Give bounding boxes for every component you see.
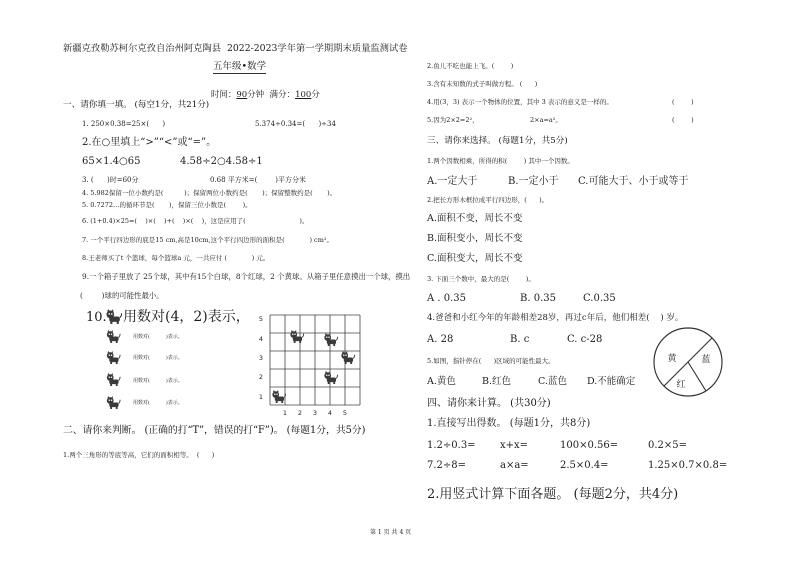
coordinate-grid bbox=[252, 308, 364, 420]
grid-row-label: 1 bbox=[258, 393, 264, 401]
choice-4-option-b: B. c bbox=[510, 334, 530, 345]
choice-1-option-a: A.一定大于 bbox=[427, 176, 478, 187]
judge-2: 2.鱼儿不吃也能上飞。( ) bbox=[427, 62, 514, 70]
choice-5-prompt: 5.如图，指针停在( )区域的可能性最大。 bbox=[427, 357, 555, 365]
grid-row-label: 4 bbox=[258, 335, 264, 343]
grid-col-label: 3 bbox=[312, 409, 318, 417]
calc1-item: 0.2×5= bbox=[648, 440, 688, 451]
choice-1-option-c: C.可能大于、小于或等于 bbox=[578, 176, 689, 187]
q4: 4. 5.982保留一位小数约是( )；保留两位小数约是( )；保留整数约是( )。 bbox=[82, 189, 337, 197]
grid-col-label: 1 bbox=[282, 409, 288, 417]
animal-icon bbox=[272, 390, 285, 403]
animal-icon bbox=[105, 330, 121, 343]
q3-part-b: 0.68 平方米=( )平方分米 bbox=[210, 176, 306, 184]
animal-icon bbox=[105, 373, 121, 386]
animal-icon bbox=[290, 330, 303, 343]
judge-3: 3.含有未知数的式子叫做方程。 ( ) bbox=[427, 80, 538, 88]
q2-prompt: 2.在○里填上“>”“<”或“=”。 bbox=[82, 137, 217, 148]
page-footer: 第 1 页 共 4 页 bbox=[370, 529, 412, 536]
grid-row-label: 3 bbox=[258, 354, 264, 362]
choice-2-prompt: 2.把长方形木框拉成平行四边形，( )。 bbox=[427, 196, 549, 204]
judge-4-answer-blank: ( ) bbox=[672, 98, 694, 106]
calc2-heading: 2.用竖式计算下面各题。 (每题2分，共4分) bbox=[427, 487, 679, 502]
grid-col-label: 2 bbox=[297, 409, 303, 417]
q2-item-a: 65×1.4○65 bbox=[82, 156, 141, 167]
time-value: 90 bbox=[236, 89, 248, 100]
choice-3-option-c: C.0.35 bbox=[583, 293, 616, 304]
animal-icon bbox=[105, 309, 122, 324]
time-score-line bbox=[200, 82, 320, 108]
q9-line2: ( )球的可能性最小。 bbox=[80, 291, 164, 300]
q7: 7. 一个平行四边形的底是15 cm,高是10cm,这个平行四边形的面积是( ) cm²。 bbox=[82, 236, 333, 244]
calc1-item: 1.2÷0.3= bbox=[427, 440, 476, 451]
q10-row-1: 用数对( )表示。 bbox=[133, 334, 183, 340]
animal-icon bbox=[324, 371, 337, 384]
q6: 6. (1+0.4)×25=( )×( )+( )×( )，这是应用了( )。 bbox=[82, 217, 309, 225]
choice-4-option-c: C. c-28 bbox=[567, 334, 603, 345]
spinner-divider bbox=[688, 362, 706, 391]
judge-4: 4.用(3，3) 表示一个物体的位置，其中 3 表示的意义是一样的。 bbox=[427, 98, 613, 106]
time-unit: 分钟 满分： bbox=[247, 89, 296, 100]
spinner-diagram bbox=[650, 324, 726, 400]
calc1-heading: 1.直接写出得数。 (每题1分，共8分) bbox=[427, 418, 591, 429]
time-label: 时间： bbox=[210, 89, 237, 100]
q9-line1: 9.一个箱子里放了 25个球，其中有15个白球，8个红球，2 个黄球。从箱子里任意摸出一个球，摸出 bbox=[82, 272, 411, 281]
choice-2-option-c: C.面积变大，周长不变 bbox=[427, 253, 523, 264]
choice-5-option-c: C.蓝色 bbox=[538, 376, 567, 387]
q8: 8.王老师买了t 个篮球，每个篮球a 元，一共应付 ( ) 元。 bbox=[82, 254, 270, 262]
section3-heading: 三、请你来选择。 (每题1分，共5分) bbox=[427, 136, 568, 146]
exam-title: 新疆克孜勒苏柯尔克孜自治州阿克陶县 2022-2023学年第一学期期末质量监测试卷 bbox=[63, 43, 408, 54]
judge-5-part-a: 5.因为2×2=2²， bbox=[427, 116, 479, 124]
q10-row-3: 用数对( )表示。 bbox=[133, 378, 183, 384]
spinner-label-blue: 蓝 bbox=[701, 355, 711, 365]
q10-row-2: 用数对( )表示。 bbox=[133, 355, 183, 361]
choice-2-option-a: A.面积不变，周长不变 bbox=[427, 213, 523, 224]
choice-1-option-b: B.一定小于 bbox=[508, 176, 559, 187]
q2-item-b: 4.58÷2○4.58÷1 bbox=[180, 156, 263, 167]
spinner-label-red: 红 bbox=[676, 380, 686, 390]
spinner-label-yellow: 黄 bbox=[667, 354, 677, 364]
q1-part-b: 5.374÷0.34=( )÷34 bbox=[255, 120, 336, 128]
choice-2-option-b: B.面积变小，周长不变 bbox=[427, 233, 523, 244]
grid-col-label: 5 bbox=[342, 409, 348, 417]
calc1-item: 7.2÷8= bbox=[427, 460, 467, 471]
choice-4-option-a: A. 28 bbox=[427, 334, 454, 345]
choice-1-prompt: 1.两个因数相乘，所得的积( ) 其中一个因数。 bbox=[427, 157, 574, 165]
section1-heading: 一、请你填一填。 (每空1分，共21分) bbox=[63, 100, 210, 110]
judge-1: 1.两个三角形的等底等高，它们的面积相等。 ( ) bbox=[63, 451, 215, 459]
choice-5-option-b: B.红色 bbox=[482, 376, 512, 387]
subject-label: 五年级•数学 bbox=[213, 61, 267, 72]
q10-number: 10. bbox=[86, 310, 107, 325]
judge-5-part-b: 2×a=a²。 bbox=[530, 116, 562, 124]
section4-heading: 四、请你来计算。 (共30分) bbox=[427, 398, 551, 409]
score-value: 100 bbox=[295, 89, 312, 100]
calc1-item: 2.5×0.4= bbox=[560, 460, 609, 471]
section2-heading: 二、请你来判断。 (正确的打“T”，错误的打“F”)。 (每题1分，共5分) bbox=[63, 425, 366, 436]
animal-icon bbox=[105, 396, 121, 409]
grid-col-label: 4 bbox=[327, 409, 333, 417]
animal-icon bbox=[324, 333, 337, 346]
choice-3-prompt: 3. 下面三个数中，最大的是( )。 bbox=[427, 275, 535, 283]
calc1-item: a×a= bbox=[500, 460, 529, 471]
calc1-item: x+x= bbox=[500, 440, 529, 451]
q5: 5. 0.7272…的循环节是( )，保留三位小数是( )。 bbox=[82, 201, 252, 209]
score-unit: 分 bbox=[311, 89, 320, 100]
grid-row-label: 2 bbox=[258, 373, 264, 381]
q10-prompt: 用数对(4，2)表示， bbox=[123, 309, 250, 325]
q3-part-a: 3. ( )时=60分 bbox=[82, 176, 139, 184]
q10-row-4: 用数对( )表示。 bbox=[133, 400, 183, 406]
q1-part-a: 1. 250×0.38=25×( ) bbox=[82, 120, 166, 128]
animal-icon bbox=[105, 351, 121, 364]
choice-4-prompt: 4.爸爸和小红今年的年龄相差28岁，再过c年后，他们相差( ) 岁。 bbox=[427, 313, 684, 323]
judge-5-answer-blank: ( ) bbox=[672, 116, 694, 124]
choice-5-option-a: A.黄色 bbox=[427, 376, 456, 387]
animal-icon bbox=[341, 351, 354, 364]
grid-row-label: 5 bbox=[258, 315, 264, 323]
choice-3-option-b: B. 0.35 bbox=[520, 293, 556, 304]
calc1-item: 100×0.56= bbox=[560, 440, 619, 451]
choice-3-option-a: A . 0.35 bbox=[427, 293, 467, 304]
choice-5-option-d: D.不能确定 bbox=[587, 376, 636, 387]
calc1-item: 1.25×0.7×0.8= bbox=[648, 460, 728, 471]
